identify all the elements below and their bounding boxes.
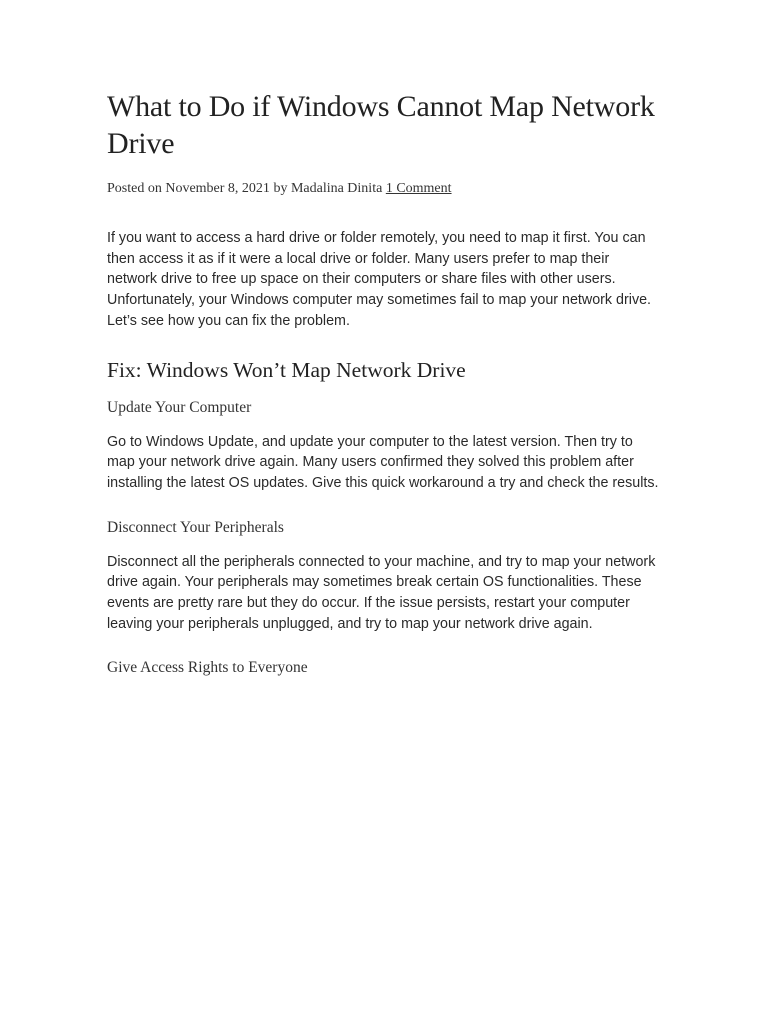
post-meta [107,180,660,198]
subsection-text-peripherals: Disconnect all the peripherals connected to your machine, and try to map your network drive again. Your peripherals may sometimes break certain OS functionalities. These events are pretty rare but they do occur. If the issue persists, restart your computer leaving your peripherals unplugged, and try to map your network drive again. [107,553,656,632]
subsection-text-update: Go to Windows Update, and update your computer to the latest version. Then try to map your network drive again. Many users confirmed they solved this problem after installing the latest OS updates. Give this quick workaround a try and check the results. [107,433,659,491]
subsection-heading-access-rights: Give Access Rights to Everyone [107,659,308,677]
intro-paragraph: If you want to access a hard drive or folder remotely, you need to map it first. You can then access it as if it were a local drive or folder. Many users prefer to map their network drive to free up space on their computers or share files with other users. Unfortunately, your Windows computer may sometimes fail to map your network drive. Let’s see how you can fix the problem. [107,230,652,329]
comments-link[interactable]: 1 Comment [385,181,452,196]
subsection-heading-peripherals: Disconnect Your Peripherals [107,518,284,536]
by-label: by [273,181,288,196]
section-heading: Fix: Windows Won’t Map Network Drive [107,357,466,382]
author-name: Madalina Dinita [290,181,383,196]
subsection-heading-update: Update Your Computer [107,398,252,416]
post-date: November 8, 2021 [165,181,270,196]
article-title: What to Do if Windows Cannot Map Network Drive [107,90,655,160]
posted-on-label: Posted on [107,181,162,196]
